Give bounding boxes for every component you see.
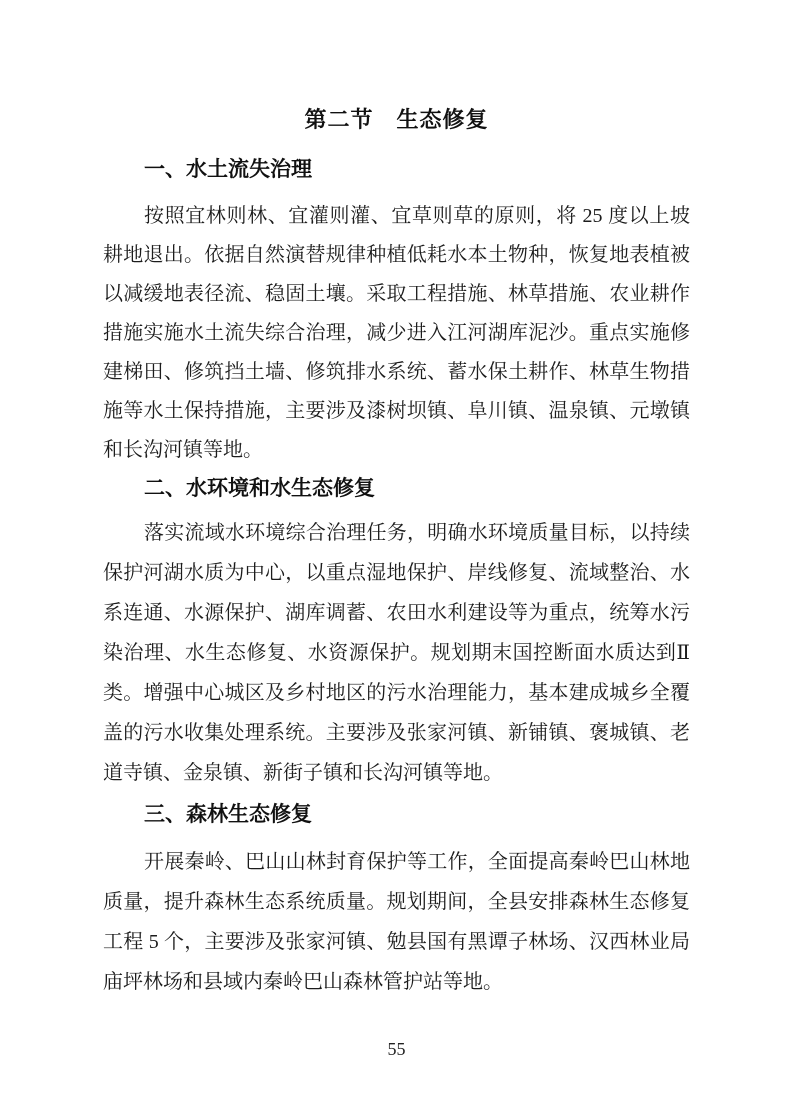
text-line: 建梯田、修筑挡土墙、修筑排水系统、蓄水保土耕作、林草生物措 — [103, 361, 690, 383]
section-heading-forest-ecology: 三、森林生态修复 — [144, 803, 312, 826]
text-line: 保护河湖水质为中心，以重点湿地保护、岸线修复、流域整治、水 — [103, 562, 690, 584]
text-line: 道寺镇、金泉镇、新街子镇和长沟河镇等地。 — [103, 762, 503, 784]
text-line: 措施实施水土流失综合治理，减少进入江河湖库泥沙。重点实施修 — [103, 322, 690, 344]
text-line: 耕地退出。依据自然演替规律种植低耗水本土物种，恢复地表植被 — [103, 244, 690, 266]
text-line: 质量，提升森林生态系统质量。规划期间，全县安排森林生态修复 — [103, 891, 690, 913]
section-heading-water-ecology: 二、水环境和水生态修复 — [144, 477, 375, 500]
text-line: 开展秦岭、巴山山林封育保护等工作，全面提高秦岭巴山林地 — [144, 851, 690, 873]
page-number: 55 — [387, 1039, 406, 1059]
text-line: 落实流域水环境综合治理任务，明确水环境质量目标，以持续 — [144, 522, 690, 544]
text-line: 庙坪林场和县域内秦岭巴山森林管护站等地。 — [103, 971, 503, 993]
text-line: 染治理、水生态修复、水资源保护。规划期末国控断面水质达到Ⅱ — [103, 642, 690, 664]
text-line: 以减缓地表径流、稳固土壤。采取工程措施、林草措施、农业耕作 — [103, 283, 690, 305]
text-line: 和长沟河镇等地。 — [103, 439, 263, 461]
paragraph-forest-ecology — [103, 842, 690, 1002]
section-heading-soil-erosion: 一、水土流失治理 — [144, 158, 312, 181]
document-page — [0, 100, 790, 1118]
paragraph-water-ecology — [103, 513, 690, 793]
text-line: 按照宜林则林、宜灌则灌、宜草则草的原则，将 25 度以上坡 — [144, 205, 690, 227]
text-line: 施等水土保持措施，主要涉及漆树坝镇、阜川镇、温泉镇、元墩镇 — [103, 400, 690, 422]
text-line: 类。增强中心城区及乡村地区的污水治理能力，基本建成城乡全覆 — [103, 682, 690, 704]
text-line: 盖的污水收集处理系统。主要涉及张家河镇、新铺镇、褒城镇、老 — [103, 722, 690, 744]
text-line: 工程 5 个，主要涉及张家河镇、勉县国有黑谭子林场、汉西林业局 — [103, 931, 690, 953]
page-title: 第二节 生态修复 — [304, 107, 489, 132]
paragraph-soil-erosion — [103, 197, 690, 470]
text-line: 系连通、水源保护、湖库调蓄、农田水利建设等为重点，统筹水污 — [103, 602, 690, 624]
